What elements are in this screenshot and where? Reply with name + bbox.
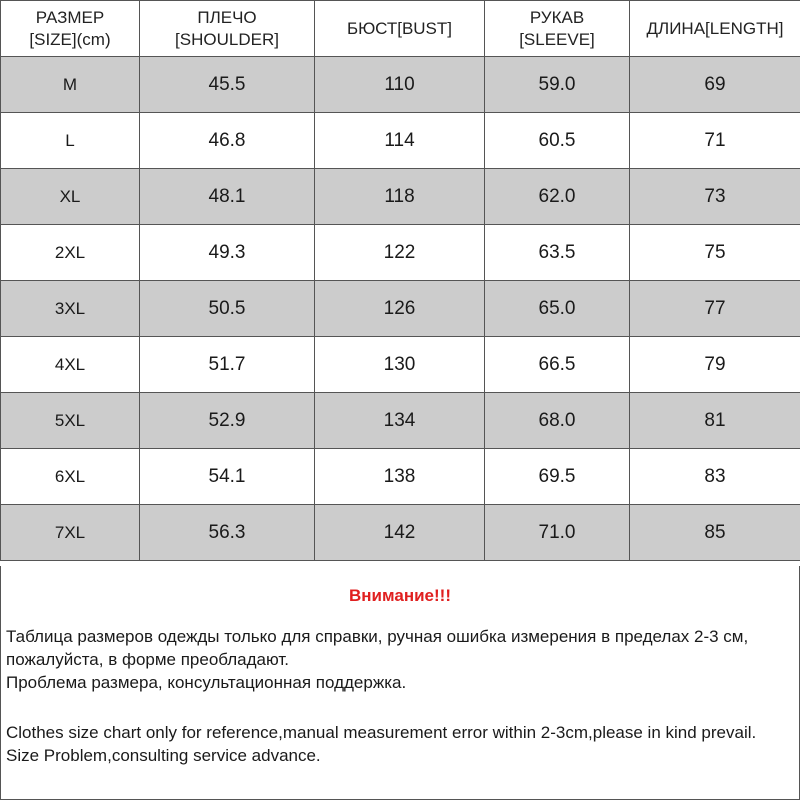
bust-cell: 126 bbox=[315, 281, 485, 337]
header-length-line1: ДЛИНА[LENGTH] bbox=[646, 18, 784, 38]
size-cell: 5XL bbox=[1, 393, 140, 449]
shoulder-cell: 51.7 bbox=[140, 337, 315, 393]
notice-ru-line: Проблема размера, консультационная поддержка. bbox=[6, 673, 407, 692]
shoulder-cell: 49.3 bbox=[140, 225, 315, 281]
shoulder-cell: 45.5 bbox=[140, 57, 315, 113]
sleeve-cell: 65.0 bbox=[485, 281, 630, 337]
bust-cell: 122 bbox=[315, 225, 485, 281]
length-cell: 79 bbox=[630, 337, 800, 393]
sleeve-cell: 69.5 bbox=[485, 449, 630, 505]
size-cell: 3XL bbox=[1, 281, 140, 337]
header-shoulder-line2: [SHOULDER] bbox=[175, 29, 279, 49]
bust-cell: 130 bbox=[315, 337, 485, 393]
table-row bbox=[1, 337, 800, 393]
bust-cell: 134 bbox=[315, 393, 485, 449]
length-cell: 69 bbox=[630, 57, 800, 113]
header-size-line2: [SIZE](cm) bbox=[29, 29, 111, 49]
sleeve-cell: 66.5 bbox=[485, 337, 630, 393]
length-cell: 71 bbox=[630, 113, 800, 169]
notice-russian-text bbox=[6, 625, 792, 694]
table-row bbox=[1, 225, 800, 281]
header-sleeve bbox=[485, 1, 630, 57]
table-row bbox=[1, 393, 800, 449]
sleeve-cell: 60.5 bbox=[485, 113, 630, 169]
shoulder-cell: 54.1 bbox=[140, 449, 315, 505]
sleeve-cell: 62.0 bbox=[485, 169, 630, 225]
header-size bbox=[1, 1, 140, 57]
shoulder-cell: 52.9 bbox=[140, 393, 315, 449]
shoulder-cell: 46.8 bbox=[140, 113, 315, 169]
length-cell: 83 bbox=[630, 449, 800, 505]
bust-cell: 118 bbox=[315, 169, 485, 225]
shoulder-cell: 56.3 bbox=[140, 505, 315, 561]
table-row bbox=[1, 113, 800, 169]
notice-ru-line: Таблица размеров одежды только для справки, ручная ошибка измерения в пределах 2-3 см, пожалуйста, в форме преобладают. bbox=[6, 627, 749, 669]
bust-cell: 138 bbox=[315, 449, 485, 505]
length-cell: 81 bbox=[630, 393, 800, 449]
table-row bbox=[1, 281, 800, 337]
sleeve-cell: 59.0 bbox=[485, 57, 630, 113]
sleeve-cell: 71.0 bbox=[485, 505, 630, 561]
table-row bbox=[1, 169, 800, 225]
length-cell: 73 bbox=[630, 169, 800, 225]
length-cell: 75 bbox=[630, 225, 800, 281]
shoulder-cell: 50.5 bbox=[140, 281, 315, 337]
table-row bbox=[1, 449, 800, 505]
size-cell: 6XL bbox=[1, 449, 140, 505]
notice-title: Внимание!!! bbox=[349, 586, 451, 605]
shoulder-cell: 48.1 bbox=[140, 169, 315, 225]
table-row bbox=[1, 505, 800, 561]
table-row bbox=[1, 57, 800, 113]
table-header-row bbox=[1, 1, 800, 57]
bust-cell: 110 bbox=[315, 57, 485, 113]
header-shoulder bbox=[140, 1, 315, 57]
notice-box bbox=[0, 566, 800, 800]
header-shoulder-line1: ПЛЕЧО bbox=[197, 7, 257, 27]
length-cell: 77 bbox=[630, 281, 800, 337]
size-cell: 2XL bbox=[1, 225, 140, 281]
size-cell: XL bbox=[1, 169, 140, 225]
sleeve-cell: 63.5 bbox=[485, 225, 630, 281]
size-cell: 7XL bbox=[1, 505, 140, 561]
notice-en-line: Clothes size chart only for reference,manual measurement error within 2-3cm,please in kind prevail. bbox=[6, 723, 757, 742]
header-bust bbox=[315, 1, 485, 57]
header-bust-line1: БЮСТ[BUST] bbox=[346, 18, 453, 38]
bust-cell: 142 bbox=[315, 505, 485, 561]
header-sleeve-line2: [SLEEVE] bbox=[519, 29, 595, 49]
length-cell: 85 bbox=[630, 505, 800, 561]
notice-en-line: Size Problem,consulting service advance. bbox=[6, 746, 321, 765]
bust-cell: 114 bbox=[315, 113, 485, 169]
size-cell: L bbox=[1, 113, 140, 169]
sleeve-cell: 68.0 bbox=[485, 393, 630, 449]
header-sleeve-line1: РУКАВ bbox=[529, 7, 585, 27]
header-size-line1: РАЗМЕР bbox=[35, 7, 105, 27]
size-cell: M bbox=[1, 57, 140, 113]
size-cell: 4XL bbox=[1, 337, 140, 393]
header-length bbox=[630, 1, 800, 57]
notice-english-text bbox=[6, 721, 792, 767]
